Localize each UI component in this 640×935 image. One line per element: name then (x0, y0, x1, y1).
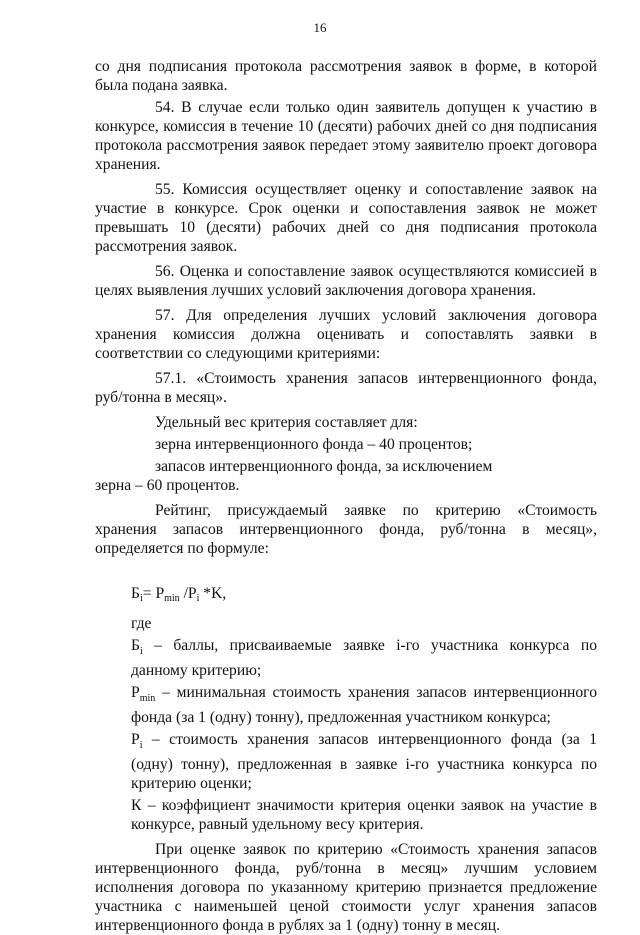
paragraph-55: 55. Комиссия осуществляет оценку и сопоставление заявок на участие в конкурсе. Срок оценки и сопоставления заявок не может превышать 10 (десяти) рабочих дней со дня подписания протокола рассмотрения заявок. (95, 181, 597, 255)
criterion-weight-grain: зерна интервенционного фонда – 40 процентов; (155, 436, 473, 453)
def-pi-text: – стоимость хранения запасов интервенционного фонда (за 1 (одну) тонну), предложенная в заявке i-го участника конкурса по критерию оценки; (131, 731, 597, 793)
rating-paragraph: Рейтинг, присуждаемый заявке по критерию «Стоимость хранения запасов интервенционного фонда, руб/тонна в месяц», определяется по формуле: (95, 502, 597, 557)
paragraph-57-1: 57.1. «Стоимость хранения запасов интервенционного фонда, руб/тонна в месяц». (95, 370, 597, 406)
definition-pmin (95, 683, 597, 727)
paragraph-continuation: со дня подписания протокола рассмотрения заявок в форме, в которой была подана заявка. (95, 58, 597, 94)
page-number: 16 (313, 20, 327, 35)
def-pmin-text: – минимальная стоимость хранения запасов интервенционного фонда (за 1 (одну) тонну), предложенная участником конкурса; (131, 684, 597, 727)
formula-tail: *K, (199, 585, 227, 602)
def-pmin-symbol: P (131, 684, 140, 702)
paragraph-54: 54. В случае если только один заявитель допущен к участию в конкурсе, комиссия в течение 10 (десяти) рабочих дней со дня подписания протокола рассмотрения заявок передает этому заявителю проект договора хранения. (95, 99, 597, 173)
criterion-weight-other-cont: зерна – 60 процентов. (95, 477, 240, 494)
paragraph-57: 57. Для определения лучших условий заключения договора хранения комиссия должна оценивать и сопоставлять заявки в соответствии со следующими критериями: (95, 307, 597, 362)
formula-eq: = P (142, 585, 165, 602)
where-label: где (131, 615, 152, 632)
def-b-sub: i (139, 646, 143, 658)
def-pi-sub: i (139, 740, 143, 752)
def-pmin-sub: min (139, 693, 156, 705)
def-b-symbol: Б (131, 637, 140, 654)
formula-lhs-sub: i (139, 593, 143, 604)
paragraph-56: 56. Оценка и сопоставление заявок осуществляются комиссией в целях выявления лучших условий заключения договора хранения. (95, 263, 597, 299)
def-b-text: – баллы, присваиваемые заявке i-го участника конкурса по данному критерию; (131, 637, 597, 680)
document-body (95, 57, 597, 935)
criterion-weight-intro: Удельный вес критерия составляет для: (155, 414, 418, 431)
definition-pi (95, 730, 597, 793)
formula-min-sub: min (164, 593, 180, 604)
final-paragraph: При оценке заявок по критерию «Стоимость хранения запасов интервенционного фонда, руб/тонна в месяц» лучшим условием исполнения договора по указанному критерию признается предложение участника с наименьшей ценой стоимости услуг хранения запасов интервенционного фонда в рублях за 1 (одну) тонну в месяц. (95, 841, 597, 935)
rating-formula (95, 584, 597, 608)
definition-b (95, 636, 597, 680)
definition-k: К – коэффициент значимости критерия оценки заявок на участие в конкурсе, равный удельному весу критерия. (131, 797, 597, 834)
formula-i-sub: i (196, 593, 200, 604)
criterion-weight-other: запасов интервенционного фонда, за исключением (155, 458, 493, 475)
def-pi-symbol: P (131, 731, 140, 749)
formula-lhs: Б (131, 585, 140, 602)
formula-div: /P (179, 585, 197, 602)
